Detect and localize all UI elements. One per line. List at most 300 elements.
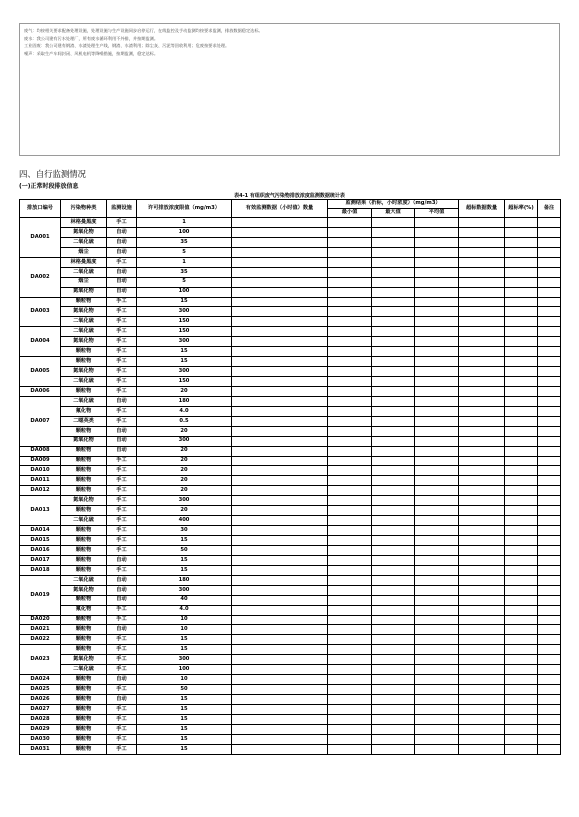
remark-cell bbox=[538, 645, 561, 655]
limit-cell: 20 bbox=[137, 456, 232, 466]
min-cell bbox=[328, 237, 372, 247]
table-row bbox=[20, 685, 561, 695]
outlet-cell: DA029 bbox=[20, 724, 61, 734]
max-cell bbox=[372, 287, 415, 297]
sub-title: (一)正常时段排放信息 bbox=[19, 183, 79, 190]
table-title: 表4-1 有组织废气污染物排放浓度监测数据统计表 bbox=[234, 193, 345, 199]
pollutant-cell: 二氧化硫 bbox=[61, 317, 107, 327]
remark-cell bbox=[538, 218, 561, 228]
valid-count-cell bbox=[232, 744, 328, 754]
min-cell bbox=[328, 704, 372, 714]
exceed-rate-cell bbox=[505, 615, 538, 625]
pollutant-cell: 颗粒物 bbox=[61, 386, 107, 396]
min-cell bbox=[328, 367, 372, 377]
avg-cell bbox=[415, 655, 459, 665]
avg-cell bbox=[415, 734, 459, 744]
exceed-count-cell bbox=[459, 605, 505, 615]
table-row bbox=[20, 436, 561, 446]
table-row bbox=[20, 695, 561, 705]
facility-cell: 手工 bbox=[107, 724, 137, 734]
table-row bbox=[20, 386, 561, 396]
min-cell bbox=[328, 635, 372, 645]
remark-cell bbox=[538, 466, 561, 476]
facility-cell: 手工 bbox=[107, 605, 137, 615]
pollutant-cell: 氮氧化物 bbox=[61, 367, 107, 377]
valid-count-cell bbox=[232, 655, 328, 665]
remark-cell bbox=[538, 555, 561, 565]
exceed-rate-cell bbox=[505, 704, 538, 714]
valid-count-cell bbox=[232, 496, 328, 506]
max-cell bbox=[372, 506, 415, 516]
facility-cell: 手工 bbox=[107, 406, 137, 416]
max-cell bbox=[372, 218, 415, 228]
max-cell bbox=[372, 704, 415, 714]
valid-count-cell bbox=[232, 436, 328, 446]
exceed-count-cell bbox=[459, 267, 505, 277]
exceed-count-cell bbox=[459, 218, 505, 228]
table-row bbox=[20, 545, 561, 555]
exceed-rate-cell bbox=[505, 426, 538, 436]
exceed-rate-cell bbox=[505, 327, 538, 337]
avg-cell bbox=[415, 675, 459, 685]
facility-cell: 自动 bbox=[107, 695, 137, 705]
section-title: 四、自行监测情况 bbox=[19, 169, 86, 179]
limit-cell: 15 bbox=[137, 744, 232, 754]
max-cell bbox=[372, 545, 415, 555]
max-cell bbox=[372, 466, 415, 476]
table-row bbox=[20, 605, 561, 615]
remark-cell bbox=[538, 227, 561, 237]
table-row bbox=[20, 327, 561, 337]
max-cell bbox=[372, 744, 415, 754]
min-cell bbox=[328, 724, 372, 734]
header-exceed-rate: 超标率(%) bbox=[505, 200, 538, 218]
avg-cell bbox=[415, 337, 459, 347]
valid-count-cell bbox=[232, 516, 328, 526]
remark-cell bbox=[538, 416, 561, 426]
exceed-rate-cell bbox=[505, 227, 538, 237]
table-row bbox=[20, 714, 561, 724]
max-cell bbox=[372, 675, 415, 685]
exceed-count-cell bbox=[459, 625, 505, 635]
table-row bbox=[20, 536, 561, 546]
exceed-count-cell bbox=[459, 645, 505, 655]
avg-cell bbox=[415, 506, 459, 516]
facility-cell: 自动 bbox=[107, 247, 137, 257]
max-cell bbox=[372, 536, 415, 546]
limit-cell: 20 bbox=[137, 426, 232, 436]
valid-count-cell bbox=[232, 625, 328, 635]
table-row bbox=[20, 416, 561, 426]
pollutant-cell: 颗粒物 bbox=[61, 347, 107, 357]
remark-cell bbox=[538, 714, 561, 724]
exceed-rate-cell bbox=[505, 377, 538, 387]
valid-count-cell bbox=[232, 287, 328, 297]
exceed-count-cell bbox=[459, 436, 505, 446]
exceed-rate-cell bbox=[505, 516, 538, 526]
outlet-cell: DA009 bbox=[20, 456, 61, 466]
pollutant-cell: 颗粒物 bbox=[61, 744, 107, 754]
facility-cell: 手工 bbox=[107, 377, 137, 387]
min-cell bbox=[328, 545, 372, 555]
exceed-count-cell bbox=[459, 565, 505, 575]
facility-cell: 自动 bbox=[107, 446, 137, 456]
valid-count-cell bbox=[232, 605, 328, 615]
min-cell bbox=[328, 585, 372, 595]
exceed-rate-cell bbox=[505, 247, 538, 257]
table-row bbox=[20, 675, 561, 685]
facility-cell: 手工 bbox=[107, 545, 137, 555]
remark-cell bbox=[538, 585, 561, 595]
max-cell bbox=[372, 516, 415, 526]
limit-cell: 180 bbox=[137, 396, 232, 406]
exceed-count-cell bbox=[459, 337, 505, 347]
exceed-rate-cell bbox=[505, 406, 538, 416]
notes-box bbox=[19, 23, 560, 156]
remark-cell bbox=[538, 257, 561, 267]
facility-cell: 自动 bbox=[107, 267, 137, 277]
avg-cell bbox=[415, 267, 459, 277]
facility-cell: 自动 bbox=[107, 287, 137, 297]
limit-cell: 1 bbox=[137, 218, 232, 228]
pollutant-cell: 颗粒物 bbox=[61, 734, 107, 744]
header-remark: 备注 bbox=[538, 200, 561, 218]
table-row bbox=[20, 625, 561, 635]
outlet-cell: DA016 bbox=[20, 545, 61, 555]
valid-count-cell bbox=[232, 724, 328, 734]
limit-cell: 15 bbox=[137, 297, 232, 307]
remark-cell bbox=[538, 536, 561, 546]
exceed-count-cell bbox=[459, 416, 505, 426]
exceed-rate-cell bbox=[505, 396, 538, 406]
limit-cell: 20 bbox=[137, 486, 232, 496]
table-row bbox=[20, 237, 561, 247]
valid-count-cell bbox=[232, 545, 328, 555]
table-row bbox=[20, 595, 561, 605]
facility-cell: 手工 bbox=[107, 416, 137, 426]
exceed-count-cell bbox=[459, 545, 505, 555]
pollutant-cell: 颗粒物 bbox=[61, 545, 107, 555]
exceed-count-cell bbox=[459, 466, 505, 476]
max-cell bbox=[372, 456, 415, 466]
limit-cell: 30 bbox=[137, 526, 232, 536]
max-cell bbox=[372, 307, 415, 317]
valid-count-cell bbox=[232, 426, 328, 436]
exceed-rate-cell bbox=[505, 695, 538, 705]
exceed-rate-cell bbox=[505, 675, 538, 685]
min-cell bbox=[328, 287, 372, 297]
min-cell bbox=[328, 685, 372, 695]
avg-cell bbox=[415, 476, 459, 486]
avg-cell bbox=[415, 575, 459, 585]
table-row bbox=[20, 476, 561, 486]
limit-cell: 150 bbox=[137, 317, 232, 327]
exceed-rate-cell bbox=[505, 555, 538, 565]
outlet-cell: DA002 bbox=[20, 257, 61, 297]
avg-cell bbox=[415, 277, 459, 287]
remark-cell bbox=[538, 635, 561, 645]
max-cell bbox=[372, 227, 415, 237]
exceed-count-cell bbox=[459, 446, 505, 456]
pollutant-cell: 烟尘 bbox=[61, 247, 107, 257]
exceed-count-cell bbox=[459, 655, 505, 665]
table-row bbox=[20, 555, 561, 565]
header-outlet: 排放口编号 bbox=[20, 200, 61, 218]
avg-cell bbox=[415, 426, 459, 436]
avg-cell bbox=[415, 218, 459, 228]
exceed-rate-cell bbox=[505, 257, 538, 267]
remark-cell bbox=[538, 436, 561, 446]
avg-cell bbox=[415, 595, 459, 605]
exceed-rate-cell bbox=[505, 337, 538, 347]
facility-cell: 自动 bbox=[107, 436, 137, 446]
facility-cell: 自动 bbox=[107, 625, 137, 635]
exceed-rate-cell bbox=[505, 734, 538, 744]
min-cell bbox=[328, 406, 372, 416]
valid-count-cell bbox=[232, 635, 328, 645]
outlet-cell: DA005 bbox=[20, 357, 61, 387]
facility-cell: 自动 bbox=[107, 277, 137, 287]
pollutant-cell: 颗粒物 bbox=[61, 297, 107, 307]
limit-cell: 15 bbox=[137, 565, 232, 575]
exceed-count-cell bbox=[459, 486, 505, 496]
max-cell bbox=[372, 625, 415, 635]
min-cell bbox=[328, 625, 372, 635]
pollutant-cell: 颗粒物 bbox=[61, 685, 107, 695]
exceed-rate-cell bbox=[505, 536, 538, 546]
pollutant-cell: 二氧化硫 bbox=[61, 327, 107, 337]
remark-cell bbox=[538, 277, 561, 287]
limit-cell: 180 bbox=[137, 575, 232, 585]
table-row bbox=[20, 456, 561, 466]
limit-cell: 20 bbox=[137, 476, 232, 486]
min-cell bbox=[328, 436, 372, 446]
exceed-count-cell bbox=[459, 476, 505, 486]
pollutant-cell: 林格曼黑度 bbox=[61, 218, 107, 228]
table-row bbox=[20, 486, 561, 496]
pollutant-cell: 二氧化硫 bbox=[61, 575, 107, 585]
max-cell bbox=[372, 585, 415, 595]
exceed-count-cell bbox=[459, 227, 505, 237]
exceed-rate-cell bbox=[505, 436, 538, 446]
max-cell bbox=[372, 446, 415, 456]
exceed-rate-cell bbox=[505, 466, 538, 476]
remark-cell bbox=[538, 724, 561, 734]
exceed-rate-cell bbox=[505, 486, 538, 496]
exceed-count-cell bbox=[459, 317, 505, 327]
limit-cell: 4.0 bbox=[137, 406, 232, 416]
exceed-rate-cell bbox=[505, 317, 538, 327]
avg-cell bbox=[415, 526, 459, 536]
limit-cell: 5 bbox=[137, 277, 232, 287]
remark-cell bbox=[538, 655, 561, 665]
exceed-rate-cell bbox=[505, 506, 538, 516]
exceed-rate-cell bbox=[505, 367, 538, 377]
facility-cell: 自动 bbox=[107, 595, 137, 605]
valid-count-cell bbox=[232, 307, 328, 317]
outlet-cell: DA023 bbox=[20, 645, 61, 675]
limit-cell: 20 bbox=[137, 386, 232, 396]
exceed-rate-cell bbox=[505, 575, 538, 585]
pollutant-cell: 氮氧化物 bbox=[61, 337, 107, 347]
valid-count-cell bbox=[232, 446, 328, 456]
table-row bbox=[20, 645, 561, 655]
min-cell bbox=[328, 247, 372, 257]
facility-cell: 手工 bbox=[107, 714, 137, 724]
avg-cell bbox=[415, 685, 459, 695]
exceed-count-cell bbox=[459, 734, 505, 744]
pollutant-cell: 颗粒物 bbox=[61, 476, 107, 486]
avg-cell bbox=[415, 237, 459, 247]
exceed-count-cell bbox=[459, 347, 505, 357]
table-row bbox=[20, 377, 561, 387]
exceed-count-cell bbox=[459, 396, 505, 406]
limit-cell: 10 bbox=[137, 625, 232, 635]
exceed-count-cell bbox=[459, 367, 505, 377]
limit-cell: 300 bbox=[137, 655, 232, 665]
exceed-count-cell bbox=[459, 665, 505, 675]
limit-cell: 10 bbox=[137, 615, 232, 625]
table-row bbox=[20, 526, 561, 536]
exceed-count-cell bbox=[459, 297, 505, 307]
facility-cell: 手工 bbox=[107, 218, 137, 228]
table-row bbox=[20, 287, 561, 297]
exceed-count-cell bbox=[459, 744, 505, 754]
limit-cell: 20 bbox=[137, 466, 232, 476]
facility-cell: 手工 bbox=[107, 734, 137, 744]
avg-cell bbox=[415, 456, 459, 466]
pollutant-cell: 氟化物 bbox=[61, 406, 107, 416]
min-cell bbox=[328, 426, 372, 436]
exceed-count-cell bbox=[459, 526, 505, 536]
valid-count-cell bbox=[232, 416, 328, 426]
valid-count-cell bbox=[232, 277, 328, 287]
remark-cell bbox=[538, 317, 561, 327]
pollutant-cell: 颗粒物 bbox=[61, 357, 107, 367]
outlet-cell: DA001 bbox=[20, 218, 61, 258]
table-row bbox=[20, 665, 561, 675]
avg-cell bbox=[415, 357, 459, 367]
valid-count-cell bbox=[232, 466, 328, 476]
valid-count-cell bbox=[232, 685, 328, 695]
pollutant-cell: 颗粒物 bbox=[61, 675, 107, 685]
max-cell bbox=[372, 317, 415, 327]
exceed-count-cell bbox=[459, 724, 505, 734]
limit-cell: 5 bbox=[137, 247, 232, 257]
pollutant-cell: 颗粒物 bbox=[61, 506, 107, 516]
avg-cell bbox=[415, 327, 459, 337]
limit-cell: 20 bbox=[137, 506, 232, 516]
pollutant-cell: 颗粒物 bbox=[61, 446, 107, 456]
pollutant-cell: 氮氧化物 bbox=[61, 307, 107, 317]
remark-cell bbox=[538, 665, 561, 675]
exceed-rate-cell bbox=[505, 526, 538, 536]
exceed-count-cell bbox=[459, 456, 505, 466]
exceed-rate-cell bbox=[505, 446, 538, 456]
remark-cell bbox=[538, 386, 561, 396]
pollutant-cell: 颗粒物 bbox=[61, 645, 107, 655]
max-cell bbox=[372, 734, 415, 744]
min-cell bbox=[328, 476, 372, 486]
min-cell bbox=[328, 307, 372, 317]
max-cell bbox=[372, 247, 415, 257]
max-cell bbox=[372, 496, 415, 506]
pollutant-cell: 颗粒物 bbox=[61, 466, 107, 476]
max-cell bbox=[372, 436, 415, 446]
valid-count-cell bbox=[232, 575, 328, 585]
max-cell bbox=[372, 595, 415, 605]
valid-count-cell bbox=[232, 734, 328, 744]
remark-cell bbox=[538, 307, 561, 317]
pollutant-cell: 氮氧化物 bbox=[61, 655, 107, 665]
outlet-cell: DA028 bbox=[20, 714, 61, 724]
max-cell bbox=[372, 416, 415, 426]
limit-cell: 100 bbox=[137, 665, 232, 675]
max-cell bbox=[372, 367, 415, 377]
exceed-count-cell bbox=[459, 386, 505, 396]
valid-count-cell bbox=[232, 367, 328, 377]
remark-cell bbox=[538, 575, 561, 585]
max-cell bbox=[372, 396, 415, 406]
valid-count-cell bbox=[232, 218, 328, 228]
facility-cell: 手工 bbox=[107, 297, 137, 307]
outlet-cell: DA021 bbox=[20, 625, 61, 635]
facility-cell: 自动 bbox=[107, 396, 137, 406]
facility-cell: 手工 bbox=[107, 386, 137, 396]
pollutant-cell: 烟尘 bbox=[61, 277, 107, 287]
exceed-rate-cell bbox=[505, 635, 538, 645]
header-facility: 监测设施 bbox=[107, 200, 137, 218]
exceed-count-cell bbox=[459, 675, 505, 685]
pollutant-cell: 颗粒物 bbox=[61, 724, 107, 734]
max-cell bbox=[372, 695, 415, 705]
facility-cell: 自动 bbox=[107, 555, 137, 565]
exceed-rate-cell bbox=[505, 565, 538, 575]
pollutant-cell: 二氧化硫 bbox=[61, 237, 107, 247]
max-cell bbox=[372, 406, 415, 416]
table-row bbox=[20, 367, 561, 377]
min-cell bbox=[328, 695, 372, 705]
valid-count-cell bbox=[232, 526, 328, 536]
note-noise: 噪声：采取生产车间封闭、风机电机等降噪措施，按期监测，稳定达标。 bbox=[24, 50, 159, 56]
remark-cell bbox=[538, 357, 561, 367]
exceed-count-cell bbox=[459, 247, 505, 257]
avg-cell bbox=[415, 396, 459, 406]
pollutant-cell: 二氧化硫 bbox=[61, 516, 107, 526]
header-avg: 平均值 bbox=[415, 209, 459, 218]
exceed-rate-cell bbox=[505, 645, 538, 655]
exceed-count-cell bbox=[459, 635, 505, 645]
facility-cell: 手工 bbox=[107, 704, 137, 714]
remark-cell bbox=[538, 367, 561, 377]
avg-cell bbox=[415, 347, 459, 357]
valid-count-cell bbox=[232, 247, 328, 257]
outlet-cell: DA007 bbox=[20, 396, 61, 446]
avg-cell bbox=[415, 555, 459, 565]
avg-cell bbox=[415, 297, 459, 307]
remark-cell bbox=[538, 406, 561, 416]
max-cell bbox=[372, 714, 415, 724]
exceed-rate-cell bbox=[505, 416, 538, 426]
exceed-count-cell bbox=[459, 506, 505, 516]
exceed-count-cell bbox=[459, 327, 505, 337]
facility-cell: 手工 bbox=[107, 476, 137, 486]
exceed-rate-cell bbox=[505, 585, 538, 595]
valid-count-cell bbox=[232, 714, 328, 724]
pollutant-cell: 颗粒物 bbox=[61, 595, 107, 605]
valid-count-cell bbox=[232, 227, 328, 237]
max-cell bbox=[372, 426, 415, 436]
